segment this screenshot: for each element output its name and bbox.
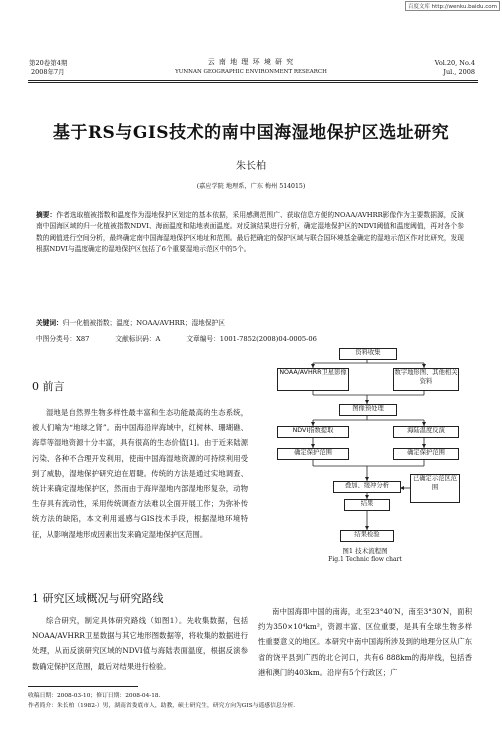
keywords-label: 关键词：	[36, 319, 63, 327]
flow-box-verification: 结果检验	[340, 530, 394, 542]
watermark: 百度文库 http://wenku.baidu.com	[405, 1, 500, 11]
affiliation: (嘉应学院 地理系，广东 梅州 514015)	[196, 183, 306, 190]
journal-en: YUNNAN GEOGRAPHIC ENVIRONMENT RESEARCH	[175, 69, 327, 75]
author: 朱长柏	[236, 161, 266, 172]
flow-box-overlay-buffer: 叠加、缓冲分析	[333, 481, 401, 493]
figure-caption-en: Fig.1 Technic flow chart	[328, 556, 402, 563]
abstract-label: 摘要：	[36, 211, 57, 219]
section-0-heading: 0 前言	[32, 380, 65, 393]
flow-box-satellite-image: NOAA/AVHRR卫星影像	[277, 368, 349, 391]
section-1-text: 综合研究，制定具体研究路线（如图1）。先收集数据，包括NOAA/AVHRR卫星数据与其它地形图数据等，将收集的数据进行处理，从而反演研究区域的NDVI值与海陆表面温度，根据反演参数确定保护区范围，最后对结果进行检验。	[32, 616, 248, 671]
flow-box-data-collection: 资料收集	[339, 348, 397, 360]
section-1-heading: 1 研究区域概况与研究路线	[32, 592, 164, 605]
vol-en: Vol.20, No.4	[434, 59, 475, 67]
footnote-received: 收稿日期：2008-03-10；修订日期：2008-04-18.	[28, 693, 161, 699]
footnote-author: 作者简介：朱长柏（1982-）男，湖南省娄底市人，助教，硕士研究生，研究方向为GIS与遥感信息分析.	[28, 703, 296, 709]
flow-box-range-ndvi: 确定保护范围	[277, 448, 349, 460]
flow-box-ndvi-extraction: NDVI指数提取	[277, 426, 349, 438]
doc-code: 文献标识码：A	[115, 335, 161, 343]
flow-box-range-temperature: 确定保护范围	[393, 448, 459, 460]
right-column-text: 南中国海即中国的南海，北至23°40′N，南至3°30′N，面积约为350×10⁴km²，资源丰富、区位重要，是具有全球生物多样性重要意义的地区。本研究中南中国海所涉及到的地理分区从广东省的饶平县到广西的北仑河口，共有6 888km的海岸线，包括香港和澳门的403km。沿岸有5个行政区；广	[258, 607, 472, 677]
volume-cn: 第20卷第4期	[29, 59, 68, 67]
article-number: 文章编号：1001-7852(2008)04-0005-06	[186, 335, 317, 343]
date-en: Jul., 2008	[443, 68, 475, 76]
clc-number: 中图分类号：X87	[36, 335, 90, 343]
flow-box-demo-areas: 已确定示范区范围	[410, 474, 460, 503]
footnote-rule	[28, 686, 138, 687]
journal-cn: 云 南 地 理 环 境 研 究	[207, 58, 295, 66]
date-cn: 2008年7月	[31, 68, 65, 76]
abstract-text: 作者选取植被指数和温度作为湿地保护区划定的基本依据，采用感测范围广、获取信息方便的NOAA/AVHRR影像作为主要数据源，反演南中国海区域的归一化植被指数NDVI、海面温度和陆地表面温度。对反演结果进行分析，确定湿地保护区的NDVI阈值和温度阈值，再对各个参数的阈值进行空间分析，最终确定南中国海湿地保护区地址和范围。最后把确定的保护区域与联合国环境基金确定的湿地示范区作对比研究，发现根据NDVI与温度确定的湿地保护区包括了6个重要湿地示范区中的5个。	[36, 211, 464, 253]
flow-box-result: 结果	[344, 499, 390, 511]
figure-caption-cn: 图1 技术流程图	[342, 547, 388, 555]
flow-box-topographic-data: 数字地形图、其他相关资料	[393, 368, 459, 391]
keywords-text: 归一化植被指数；温度；NOAA/AVHRR；湿地保护区	[62, 319, 225, 327]
flow-box-preprocessing: 图像预处理	[339, 404, 397, 416]
paper-title: 基于RS与GIS技术的南中国海湿地保护区选址研究	[52, 123, 450, 143]
section-0-text: 湿地是自然界生物多样性最丰富和生态功能最高的生态系统，被人们喻为“地球之肾”。南中国海沿岸海域中，红树林、珊瑚礁、海草等湿地资源十分丰富，具有很高的生态价值[1]。由于近来陆源污染、各种不合理开发利用，使南中国海湿地资源的可持续利用受到了威胁，湿地保护研究迫在眉睫。传统的方法是通过实地调查、统计来确定湿地保护区，然而由于海岸湿地内部湿地形复杂，动物生存具有流动性，采用传统调查方法难以全面开展工作；为弥补传统方法的缺陷，本文利用遥感与GIS技术手段，根据湿地环境特征，从影响湿地形成因素出发来确定湿地保护区范围。	[32, 408, 248, 539]
flow-box-temperature-inversion: 海陆温度反演	[393, 426, 459, 438]
